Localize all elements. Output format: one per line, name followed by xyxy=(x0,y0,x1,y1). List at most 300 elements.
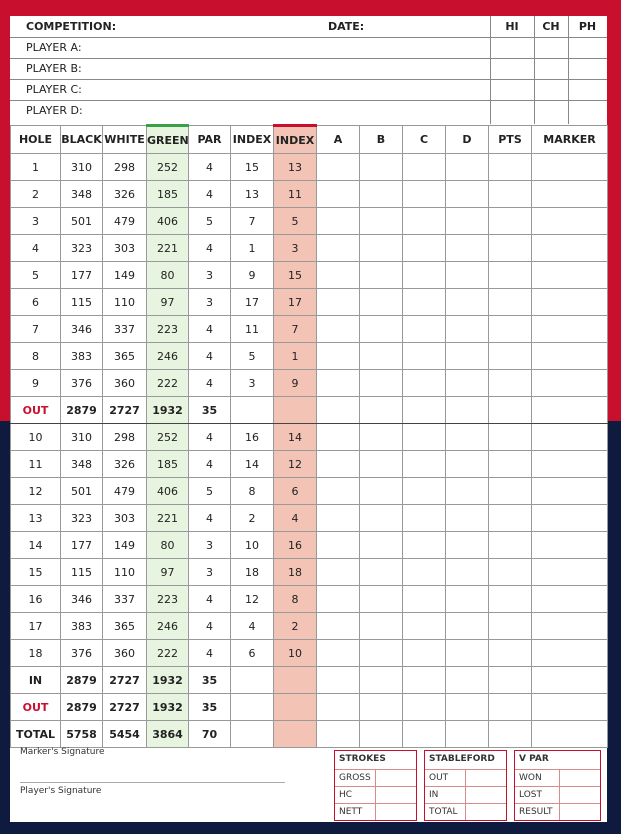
hole-cell-hole: 7 xyxy=(11,316,61,343)
hole-cell-white: 149 xyxy=(103,532,147,559)
in-cell-entry[interactable] xyxy=(446,667,489,694)
col-index-ladies: INDEX xyxy=(274,126,317,154)
hole-cell-entry[interactable] xyxy=(532,451,608,478)
hole-cell-index-2: 7 xyxy=(274,316,317,343)
out2-cell-entry[interactable] xyxy=(317,694,360,721)
hole-cell-entry[interactable] xyxy=(360,181,403,208)
stableford-in-label: IN xyxy=(429,790,439,800)
hole-cell-entry[interactable] xyxy=(489,316,532,343)
hole-cell-white: 337 xyxy=(103,586,147,613)
grand-total-row xyxy=(11,721,608,748)
hole-cell-entry[interactable] xyxy=(489,343,532,370)
hole-cell-entry[interactable] xyxy=(532,640,608,667)
hole-cell-entry[interactable] xyxy=(489,154,532,181)
hole-row xyxy=(11,208,608,235)
hole-cell-entry[interactable] xyxy=(446,505,489,532)
hole-cell-entry[interactable] xyxy=(403,208,446,235)
hole-cell-index: 4 xyxy=(231,613,274,640)
hole-cell-white: 303 xyxy=(103,505,147,532)
hole-cell-entry[interactable] xyxy=(446,154,489,181)
hole-cell-entry[interactable] xyxy=(446,370,489,397)
col-pts: PTS xyxy=(489,126,532,154)
hole-cell-index: 14 xyxy=(231,451,274,478)
in-cell-entry[interactable] xyxy=(489,667,532,694)
out2-cell-entry[interactable] xyxy=(532,694,608,721)
hole-row xyxy=(11,613,608,640)
hole-cell-par: 3 xyxy=(189,532,231,559)
hole-cell-green: 97 xyxy=(147,289,189,316)
result-row[interactable] xyxy=(515,803,600,820)
hole-cell-white: 326 xyxy=(103,451,147,478)
hole-cell-index-2: 11 xyxy=(274,181,317,208)
hole-cell-index: 2 xyxy=(231,505,274,532)
hole-cell-black: 383 xyxy=(61,613,103,640)
out-cell-entry[interactable] xyxy=(317,397,360,424)
marker-signature-line[interactable] xyxy=(20,782,285,783)
hole-cell-entry[interactable] xyxy=(360,154,403,181)
total-cell-black: 5758 xyxy=(61,721,103,748)
hole-cell-black: 501 xyxy=(61,208,103,235)
hole-cell-index-2: 13 xyxy=(274,154,317,181)
out2-cell-entry[interactable] xyxy=(274,694,317,721)
hole-cell-entry[interactable] xyxy=(360,613,403,640)
out-cell-entry[interactable] xyxy=(274,397,317,424)
col-black: BLACK xyxy=(61,126,103,154)
hole-cell-entry[interactable] xyxy=(532,343,608,370)
hole-cell-entry[interactable] xyxy=(360,505,403,532)
vpar-divider xyxy=(559,770,560,820)
hole-cell-entry[interactable] xyxy=(360,424,403,451)
hole-cell-entry[interactable] xyxy=(489,613,532,640)
total-cell-entry[interactable] xyxy=(231,721,274,748)
hole-cell-white: 479 xyxy=(103,208,147,235)
hole-cell-par: 4 xyxy=(189,613,231,640)
in-cell-hole: IN xyxy=(11,667,61,694)
hole-cell-entry[interactable] xyxy=(317,451,360,478)
hole-cell-black: 348 xyxy=(61,181,103,208)
hole-cell-entry[interactable] xyxy=(317,478,360,505)
hole-row xyxy=(11,181,608,208)
player-d-row[interactable] xyxy=(10,100,607,121)
out-total-row xyxy=(11,397,608,424)
hole-cell-entry[interactable] xyxy=(360,343,403,370)
hole-cell-entry[interactable] xyxy=(532,532,608,559)
hole-cell-entry[interactable] xyxy=(403,181,446,208)
hole-cell-black: 376 xyxy=(61,370,103,397)
hole-cell-entry[interactable] xyxy=(403,316,446,343)
hole-cell-black: 323 xyxy=(61,235,103,262)
hole-cell-entry[interactable] xyxy=(446,208,489,235)
hole-cell-hole: 11 xyxy=(11,451,61,478)
hole-cell-hole: 17 xyxy=(11,613,61,640)
hole-cell-index: 9 xyxy=(231,262,274,289)
hole-row xyxy=(11,532,608,559)
hole-cell-entry[interactable] xyxy=(489,181,532,208)
hole-cell-white: 479 xyxy=(103,478,147,505)
hole-cell-entry[interactable] xyxy=(403,424,446,451)
hole-cell-entry[interactable] xyxy=(446,181,489,208)
hole-cell-entry[interactable] xyxy=(360,208,403,235)
hole-cell-index-2: 9 xyxy=(274,370,317,397)
hole-cell-entry[interactable] xyxy=(317,235,360,262)
hole-cell-entry[interactable] xyxy=(489,208,532,235)
hole-cell-entry[interactable] xyxy=(317,613,360,640)
hole-cell-entry[interactable] xyxy=(532,613,608,640)
hole-cell-entry[interactable] xyxy=(532,478,608,505)
hole-cell-entry[interactable] xyxy=(532,208,608,235)
hole-cell-hole: 3 xyxy=(11,208,61,235)
player-c-row[interactable] xyxy=(10,79,607,101)
player-b-row[interactable] xyxy=(10,58,607,80)
hole-cell-entry[interactable] xyxy=(489,235,532,262)
hole-cell-par: 4 xyxy=(189,640,231,667)
hole-cell-hole: 9 xyxy=(11,370,61,397)
hole-cell-green: 246 xyxy=(147,343,189,370)
hole-cell-entry[interactable] xyxy=(489,478,532,505)
competition-row[interactable] xyxy=(10,16,607,38)
hole-cell-hole: 1 xyxy=(11,154,61,181)
hole-cell-par: 4 xyxy=(189,451,231,478)
hole-cell-par: 3 xyxy=(189,289,231,316)
out-cell-entry[interactable] xyxy=(403,397,446,424)
hole-cell-index: 13 xyxy=(231,181,274,208)
hole-row xyxy=(11,289,608,316)
total-cell-entry[interactable] xyxy=(317,721,360,748)
hole-cell-black: 310 xyxy=(61,154,103,181)
hole-cell-entry[interactable] xyxy=(446,235,489,262)
hole-cell-white: 365 xyxy=(103,613,147,640)
vpar-box xyxy=(514,750,601,821)
hole-cell-par: 5 xyxy=(189,208,231,235)
hole-cell-green: 246 xyxy=(147,613,189,640)
hole-cell-entry[interactable] xyxy=(489,262,532,289)
hole-cell-white: 365 xyxy=(103,343,147,370)
hole-cell-entry[interactable] xyxy=(532,181,608,208)
out-cell-entry[interactable] xyxy=(489,397,532,424)
hole-cell-entry[interactable] xyxy=(317,640,360,667)
hole-cell-entry[interactable] xyxy=(446,559,489,586)
col-white: WHITE xyxy=(103,126,147,154)
hole-cell-entry[interactable] xyxy=(532,154,608,181)
stableford-divider xyxy=(465,770,466,820)
col-marker: MARKER xyxy=(532,126,608,154)
hole-cell-index-2: 17 xyxy=(274,289,317,316)
hi-label: HI xyxy=(505,20,519,33)
strokes-box xyxy=(334,750,417,821)
hole-cell-white: 303 xyxy=(103,235,147,262)
hole-cell-entry[interactable] xyxy=(360,559,403,586)
ch-label: CH xyxy=(542,20,560,33)
total-cell-entry[interactable] xyxy=(446,721,489,748)
hole-cell-green: 222 xyxy=(147,370,189,397)
hole-cell-entry[interactable] xyxy=(489,451,532,478)
hole-cell-entry[interactable] xyxy=(403,154,446,181)
in-cell-black: 2879 xyxy=(61,667,103,694)
hole-cell-hole: 16 xyxy=(11,586,61,613)
hole-cell-entry[interactable] xyxy=(360,451,403,478)
hole-cell-green: 185 xyxy=(147,451,189,478)
out-total-row-2 xyxy=(11,694,608,721)
col-b: B xyxy=(360,126,403,154)
total-cell-hole: TOTAL xyxy=(11,721,61,748)
hole-cell-hole: 12 xyxy=(11,478,61,505)
hole-cell-entry[interactable] xyxy=(489,532,532,559)
hole-cell-par: 4 xyxy=(189,370,231,397)
in-cell-entry[interactable] xyxy=(532,667,608,694)
hole-cell-entry[interactable] xyxy=(489,370,532,397)
hc-label: HC xyxy=(339,790,353,800)
hole-cell-white: 360 xyxy=(103,640,147,667)
hole-cell-entry[interactable] xyxy=(317,289,360,316)
in-cell-green: 1932 xyxy=(147,667,189,694)
hole-cell-entry[interactable] xyxy=(317,505,360,532)
hole-cell-index: 17 xyxy=(231,289,274,316)
total-cell-entry[interactable] xyxy=(360,721,403,748)
hole-cell-black: 323 xyxy=(61,505,103,532)
out2-cell-entry[interactable] xyxy=(403,694,446,721)
hole-cell-entry[interactable] xyxy=(489,640,532,667)
hole-cell-hole: 13 xyxy=(11,505,61,532)
hole-cell-green: 252 xyxy=(147,424,189,451)
out2-cell-entry[interactable] xyxy=(360,694,403,721)
stableford-title: STABLEFORD xyxy=(429,754,495,764)
hole-cell-entry[interactable] xyxy=(403,559,446,586)
hole-cell-entry[interactable] xyxy=(403,532,446,559)
hole-cell-entry[interactable] xyxy=(446,451,489,478)
score-table xyxy=(10,124,608,748)
hole-cell-index: 5 xyxy=(231,343,274,370)
col-par: PAR xyxy=(189,126,231,154)
hole-cell-entry[interactable] xyxy=(532,262,608,289)
hole-cell-hole: 8 xyxy=(11,343,61,370)
hole-cell-entry[interactable] xyxy=(403,262,446,289)
lost-row[interactable] xyxy=(515,786,600,803)
player-a-row[interactable] xyxy=(10,37,607,59)
stableford-total-label: TOTAL xyxy=(429,807,458,817)
hole-cell-entry[interactable] xyxy=(489,424,532,451)
won-label: WON xyxy=(519,773,542,783)
hole-row xyxy=(11,451,608,478)
strokes-title: STROKES xyxy=(339,754,386,764)
hole-cell-entry[interactable] xyxy=(446,532,489,559)
out-cell-hole: OUT xyxy=(11,397,61,424)
hole-cell-index: 18 xyxy=(231,559,274,586)
competition-label: COMPETITION: xyxy=(26,20,117,33)
total-cell-entry[interactable] xyxy=(532,721,608,748)
out2-cell-hole: OUT xyxy=(11,694,61,721)
hole-cell-hole: 6 xyxy=(11,289,61,316)
out2-cell-green: 1932 xyxy=(147,694,189,721)
total-cell-white: 5454 xyxy=(103,721,147,748)
hole-cell-entry[interactable] xyxy=(446,289,489,316)
in-cell-entry[interactable] xyxy=(360,667,403,694)
hole-cell-entry[interactable] xyxy=(532,289,608,316)
hole-cell-entry[interactable] xyxy=(317,343,360,370)
hole-cell-entry[interactable] xyxy=(360,262,403,289)
hole-cell-entry[interactable] xyxy=(489,289,532,316)
player-signature-label: Player's Signature xyxy=(20,786,102,796)
hole-cell-white: 110 xyxy=(103,559,147,586)
hole-cell-white: 298 xyxy=(103,424,147,451)
hole-cell-entry[interactable] xyxy=(317,424,360,451)
hole-row xyxy=(11,424,608,451)
in-cell-entry[interactable] xyxy=(274,667,317,694)
hole-cell-entry[interactable] xyxy=(446,640,489,667)
hole-cell-black: 383 xyxy=(61,343,103,370)
hole-cell-index-2: 14 xyxy=(274,424,317,451)
hole-cell-entry[interactable] xyxy=(446,586,489,613)
col-hole: HOLE xyxy=(11,126,61,154)
hole-cell-index: 3 xyxy=(231,370,274,397)
hi-divider xyxy=(490,16,491,124)
hole-cell-entry[interactable] xyxy=(360,289,403,316)
hole-cell-par: 4 xyxy=(189,154,231,181)
ph-label: PH xyxy=(578,20,597,33)
hole-cell-entry[interactable] xyxy=(489,559,532,586)
hole-cell-par: 3 xyxy=(189,262,231,289)
hole-cell-green: 252 xyxy=(147,154,189,181)
gross-label: GROSS xyxy=(339,773,371,783)
hole-cell-index-2: 15 xyxy=(274,262,317,289)
won-row[interactable] xyxy=(515,769,600,786)
hole-row xyxy=(11,370,608,397)
hole-cell-entry[interactable] xyxy=(403,235,446,262)
hole-cell-entry[interactable] xyxy=(403,613,446,640)
hole-cell-entry[interactable] xyxy=(403,478,446,505)
hole-cell-entry[interactable] xyxy=(446,262,489,289)
out-cell-par: 35 xyxy=(189,397,231,424)
hole-cell-entry[interactable] xyxy=(446,478,489,505)
hole-cell-index-2: 2 xyxy=(274,613,317,640)
total-cell-entry[interactable] xyxy=(403,721,446,748)
hole-cell-green: 185 xyxy=(147,181,189,208)
hole-cell-entry[interactable] xyxy=(532,235,608,262)
hole-cell-entry[interactable] xyxy=(317,316,360,343)
hole-cell-entry[interactable] xyxy=(446,613,489,640)
hole-cell-entry[interactable] xyxy=(360,316,403,343)
hole-cell-entry[interactable] xyxy=(403,370,446,397)
out2-cell-white: 2727 xyxy=(103,694,147,721)
out2-cell-black: 2879 xyxy=(61,694,103,721)
hole-row xyxy=(11,505,608,532)
hole-cell-entry[interactable] xyxy=(403,451,446,478)
hole-cell-entry[interactable] xyxy=(403,640,446,667)
hole-cell-par: 4 xyxy=(189,235,231,262)
out2-cell-entry[interactable] xyxy=(231,694,274,721)
out-cell-white: 2727 xyxy=(103,397,147,424)
hole-row xyxy=(11,154,608,181)
hole-row xyxy=(11,235,608,262)
hole-cell-entry[interactable] xyxy=(317,154,360,181)
hole-cell-index-2: 4 xyxy=(274,505,317,532)
hole-cell-green: 223 xyxy=(147,316,189,343)
hole-cell-entry[interactable] xyxy=(403,289,446,316)
hole-cell-hole: 5 xyxy=(11,262,61,289)
total-cell-entry[interactable] xyxy=(489,721,532,748)
hole-cell-entry[interactable] xyxy=(446,343,489,370)
in-cell-entry[interactable] xyxy=(317,667,360,694)
hole-cell-entry[interactable] xyxy=(532,316,608,343)
hole-cell-entry[interactable] xyxy=(446,316,489,343)
hole-cell-green: 80 xyxy=(147,262,189,289)
hole-cell-par: 4 xyxy=(189,181,231,208)
hole-cell-entry[interactable] xyxy=(317,262,360,289)
hole-cell-entry[interactable] xyxy=(317,559,360,586)
hole-cell-entry[interactable] xyxy=(489,586,532,613)
hole-cell-entry[interactable] xyxy=(532,424,608,451)
hole-cell-index: 1 xyxy=(231,235,274,262)
hole-cell-index-2: 6 xyxy=(274,478,317,505)
hole-cell-entry[interactable] xyxy=(360,586,403,613)
hole-cell-hole: 14 xyxy=(11,532,61,559)
hole-cell-entry[interactable] xyxy=(532,370,608,397)
hole-cell-entry[interactable] xyxy=(360,532,403,559)
hole-cell-entry[interactable] xyxy=(532,559,608,586)
out2-cell-entry[interactable] xyxy=(446,694,489,721)
hole-cell-par: 4 xyxy=(189,343,231,370)
date-label: DATE: xyxy=(328,20,365,33)
in-cell-entry[interactable] xyxy=(231,667,274,694)
hole-cell-entry[interactable] xyxy=(446,424,489,451)
hole-cell-par: 5 xyxy=(189,478,231,505)
hole-cell-entry[interactable] xyxy=(317,208,360,235)
out-cell-entry[interactable] xyxy=(446,397,489,424)
out-cell-entry[interactable] xyxy=(231,397,274,424)
hole-cell-entry[interactable] xyxy=(360,640,403,667)
hole-cell-black: 310 xyxy=(61,424,103,451)
col-a: A xyxy=(317,126,360,154)
hole-cell-green: 406 xyxy=(147,208,189,235)
hole-cell-entry[interactable] xyxy=(317,532,360,559)
total-cell-entry[interactable] xyxy=(274,721,317,748)
hole-cell-index-2: 1 xyxy=(274,343,317,370)
hole-cell-entry[interactable] xyxy=(532,586,608,613)
in-cell-entry[interactable] xyxy=(403,667,446,694)
out-cell-green: 1932 xyxy=(147,397,189,424)
hole-cell-entry[interactable] xyxy=(403,586,446,613)
out-cell-entry[interactable] xyxy=(532,397,608,424)
hole-cell-index: 7 xyxy=(231,208,274,235)
hole-cell-entry[interactable] xyxy=(317,181,360,208)
nett-label: NETT xyxy=(339,807,363,817)
ph-divider xyxy=(568,16,569,124)
hole-cell-entry[interactable] xyxy=(532,505,608,532)
hole-cell-entry[interactable] xyxy=(360,478,403,505)
hole-cell-index: 15 xyxy=(231,154,274,181)
hole-cell-entry[interactable] xyxy=(403,343,446,370)
hole-cell-par: 4 xyxy=(189,316,231,343)
ch-divider xyxy=(534,16,535,124)
out-cell-entry[interactable] xyxy=(360,397,403,424)
hole-cell-entry[interactable] xyxy=(317,370,360,397)
hole-cell-white: 110 xyxy=(103,289,147,316)
out2-cell-entry[interactable] xyxy=(489,694,532,721)
hole-cell-entry[interactable] xyxy=(317,586,360,613)
hole-cell-entry[interactable] xyxy=(360,235,403,262)
col-index-men: INDEX xyxy=(231,126,274,154)
hole-cell-entry[interactable] xyxy=(360,370,403,397)
hole-cell-black: 115 xyxy=(61,289,103,316)
hole-cell-index-2: 12 xyxy=(274,451,317,478)
player-b-label: PLAYER B: xyxy=(26,62,82,75)
hole-cell-entry[interactable] xyxy=(403,505,446,532)
marker-signature-label: Marker's Signature xyxy=(20,747,105,757)
hole-cell-entry[interactable] xyxy=(489,505,532,532)
hole-cell-white: 298 xyxy=(103,154,147,181)
col-green: GREEN xyxy=(147,126,189,154)
player-c-label: PLAYER C: xyxy=(26,83,82,96)
hole-cell-black: 177 xyxy=(61,532,103,559)
